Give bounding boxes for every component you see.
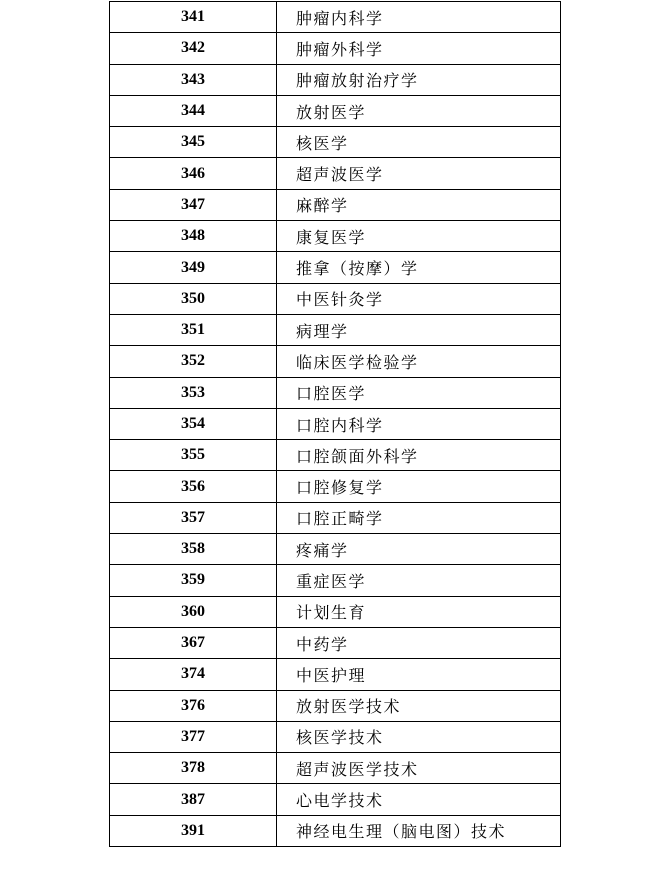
- table-row: [110, 627, 561, 658]
- table-row: [110, 534, 561, 565]
- specialty-code-cell: 349: [110, 252, 277, 283]
- table-row: [110, 33, 561, 64]
- specialty-table-body: [110, 2, 561, 847]
- specialty-code-cell: 355: [110, 440, 277, 471]
- table-row: [110, 221, 561, 252]
- table-row: [110, 252, 561, 283]
- table-row: [110, 158, 561, 189]
- specialty-code-cell: 359: [110, 565, 277, 596]
- specialty-name-cell: 口腔医学: [277, 377, 561, 408]
- specialty-name-cell: 核医学: [277, 127, 561, 158]
- table-row: [110, 471, 561, 502]
- specialty-code-cell: 352: [110, 346, 277, 377]
- specialty-code-cell: 342: [110, 33, 277, 64]
- specialty-name-cell: 超声波医学技术: [277, 753, 561, 784]
- specialty-name-cell: 口腔修复学: [277, 471, 561, 502]
- specialty-code-cell: 376: [110, 690, 277, 721]
- specialty-name-cell: 中药学: [277, 627, 561, 658]
- specialty-code-cell: 360: [110, 596, 277, 627]
- specialty-name-cell: 肿瘤内科学: [277, 2, 561, 33]
- specialty-table: [109, 1, 561, 847]
- table-row: [110, 659, 561, 690]
- specialty-code-cell: 348: [110, 221, 277, 252]
- table-row: [110, 127, 561, 158]
- specialty-name-cell: 康复医学: [277, 221, 561, 252]
- specialty-code-cell: 344: [110, 95, 277, 126]
- specialty-name-cell: 核医学技术: [277, 721, 561, 752]
- table-row: [110, 283, 561, 314]
- specialty-code-cell: 391: [110, 815, 277, 846]
- specialty-name-cell: 临床医学检验学: [277, 346, 561, 377]
- specialty-code-cell: 387: [110, 784, 277, 815]
- specialty-name-cell: 放射医学: [277, 95, 561, 126]
- specialty-name-cell: 麻醉学: [277, 189, 561, 220]
- specialty-name-cell: 中医护理: [277, 659, 561, 690]
- specialty-name-cell: 神经电生理（脑电图）技术: [277, 815, 561, 846]
- table-row: [110, 721, 561, 752]
- table-row: [110, 753, 561, 784]
- specialty-name-cell: 推拿（按摩）学: [277, 252, 561, 283]
- specialty-code-cell: 367: [110, 627, 277, 658]
- specialty-code-cell: 374: [110, 659, 277, 690]
- table-row: [110, 64, 561, 95]
- specialty-code-cell: 347: [110, 189, 277, 220]
- specialty-name-cell: 超声波医学: [277, 158, 561, 189]
- specialty-name-cell: 放射医学技术: [277, 690, 561, 721]
- specialty-code-cell: 345: [110, 127, 277, 158]
- table-row: [110, 815, 561, 846]
- specialty-name-cell: 口腔内科学: [277, 408, 561, 439]
- specialty-code-cell: 358: [110, 534, 277, 565]
- specialty-code-cell: 378: [110, 753, 277, 784]
- specialty-code-cell: 350: [110, 283, 277, 314]
- specialty-name-cell: 病理学: [277, 314, 561, 345]
- specialty-name-cell: 口腔正畸学: [277, 502, 561, 533]
- table-row: [110, 690, 561, 721]
- specialty-code-cell: 377: [110, 721, 277, 752]
- table-row: [110, 596, 561, 627]
- table-row: [110, 784, 561, 815]
- table-row: [110, 95, 561, 126]
- table-row: [110, 408, 561, 439]
- specialty-name-cell: 中医针灸学: [277, 283, 561, 314]
- specialty-code-cell: 346: [110, 158, 277, 189]
- table-row: [110, 377, 561, 408]
- specialty-name-cell: 重症医学: [277, 565, 561, 596]
- specialty-code-cell: 354: [110, 408, 277, 439]
- specialty-name-cell: 口腔颌面外科学: [277, 440, 561, 471]
- specialty-name-cell: 计划生育: [277, 596, 561, 627]
- specialty-code-cell: 351: [110, 314, 277, 345]
- table-row: [110, 346, 561, 377]
- table-row: [110, 565, 561, 596]
- specialty-code-cell: 356: [110, 471, 277, 502]
- table-row: [110, 502, 561, 533]
- specialty-code-cell: 343: [110, 64, 277, 95]
- specialty-code-cell: 353: [110, 377, 277, 408]
- specialty-name-cell: 心电学技术: [277, 784, 561, 815]
- specialty-name-cell: 肿瘤放射治疗学: [277, 64, 561, 95]
- specialty-name-cell: 肿瘤外科学: [277, 33, 561, 64]
- specialty-name-cell: 疼痛学: [277, 534, 561, 565]
- table-row: [110, 440, 561, 471]
- table-row: [110, 2, 561, 33]
- specialty-code-cell: 357: [110, 502, 277, 533]
- table-row: [110, 314, 561, 345]
- specialty-code-cell: 341: [110, 2, 277, 33]
- table-row: [110, 189, 561, 220]
